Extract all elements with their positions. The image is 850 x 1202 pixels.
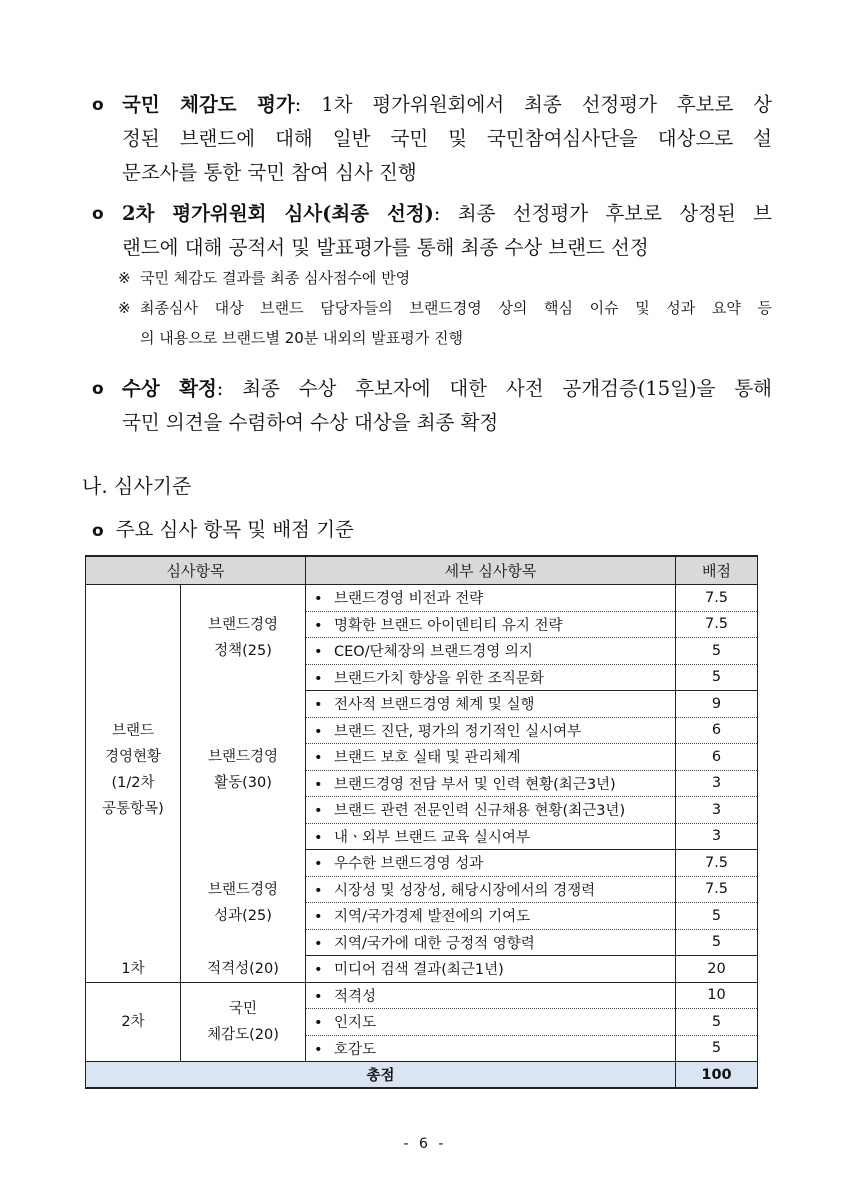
bullet-mark: • <box>314 723 323 740</box>
section-title: 나. 심사기준 <box>82 474 192 498</box>
detail-item-text: 브랜드 진단, 평가의 정기적인 실시여부 <box>334 723 582 740</box>
detail-item <box>306 982 676 1009</box>
detail-item-text: 브랜드경영 비전과 전략 <box>334 591 484 608</box>
detail-item <box>306 770 676 797</box>
sub-title-text: 주요 심사 항목 및 배점 기준 <box>115 518 354 541</box>
header-score: 배점 <box>676 556 758 585</box>
table-row <box>86 585 758 612</box>
header-detail: 세부 심사항목 <box>306 556 676 585</box>
table-row <box>86 850 758 877</box>
total-row <box>86 1062 758 1089</box>
score-cell: 7.5 <box>676 876 758 903</box>
detail-item-text: 지역/국가에 대한 긍정적 영향력 <box>334 935 535 952</box>
paragraph-text: 랜드에 대해 공적서 및 발표평가를 통해 최종 수상 브랜드 선정 <box>122 236 649 259</box>
group-label-text: 브랜드경영 활동(30) <box>207 749 279 791</box>
bullet-mark: o <box>92 204 104 224</box>
detail-item <box>306 903 676 930</box>
group-label-text: 국민 체감도(20) <box>207 1000 279 1043</box>
paragraph-second-committee <box>92 197 772 265</box>
detail-item-text: 전사적 브랜드경영 체계 및 실행 <box>334 697 535 714</box>
note-text: 국민 체감도 결과를 최종 심사점수에 반영 <box>140 269 411 287</box>
bullet-mark: • <box>314 1041 323 1058</box>
table-row <box>86 956 758 983</box>
total-score: 100 <box>676 1062 758 1089</box>
group-label <box>181 982 306 1062</box>
detail-item-text: 적격성 <box>334 988 377 1005</box>
table-row <box>86 982 758 1009</box>
bullet-mark: • <box>314 670 323 687</box>
group-label: 적격성(20) <box>181 956 306 983</box>
bullet-mark: • <box>314 856 323 873</box>
paragraph-heading: 수상 확정 <box>122 377 217 400</box>
score-cell: 6 <box>676 717 758 744</box>
bullet-mark: o <box>92 379 104 399</box>
detail-item <box>306 1035 676 1062</box>
detail-item <box>306 664 676 691</box>
score-cell: 10 <box>676 982 758 1009</box>
category-label-text: 브랜드 경영현황 (1/2차 공통항목) <box>102 723 164 818</box>
note-text: 의 내용으로 브랜드별 20분 내외의 발표평가 진행 <box>140 329 464 347</box>
paragraph-text: 국민 의견을 수렴하여 수상 대상을 최종 확정 <box>122 411 499 434</box>
bullet-mark: • <box>314 617 323 634</box>
total-label: 총점 <box>86 1062 676 1089</box>
score-cell: 5 <box>676 903 758 930</box>
detail-item-text: 브랜드 보호 실태 및 관리체계 <box>334 750 521 767</box>
score-cell: 3 <box>676 823 758 850</box>
group-label-text: 브랜드경영 정책(25) <box>207 616 279 659</box>
paragraph-text: 정된 브랜드에 대해 일반 국민 및 국민참여심사단을 대상으로 설 <box>122 127 772 150</box>
category-label <box>86 585 181 956</box>
category-label <box>86 982 181 1062</box>
group-label <box>181 585 306 691</box>
detail-item <box>306 956 676 983</box>
bullet-mark: • <box>314 591 323 608</box>
detail-item-text: 미디어 검색 결과(최근1년) <box>334 962 504 979</box>
page-number: - 6 - <box>403 1136 447 1152</box>
detail-item <box>306 744 676 771</box>
category-label-text: 2차 <box>121 1013 145 1030</box>
detail-item-text: 우수한 브랜드경영 성과 <box>334 856 484 873</box>
bullet-mark: • <box>314 909 323 926</box>
bullet-mark: • <box>314 935 323 952</box>
table-header-row <box>86 556 758 585</box>
detail-item-text: 명확한 브랜드 아이덴티티 유지 전략 <box>334 617 563 634</box>
detail-item-text: 브랜드가치 향상을 위한 조직문화 <box>334 670 544 687</box>
paragraph-text: : 최종 선정평가 후보로 상정된 브 <box>433 202 772 225</box>
detail-item <box>306 717 676 744</box>
detail-item-text: 인지도 <box>334 1015 377 1032</box>
detail-item <box>306 797 676 824</box>
bullet-mark: • <box>314 750 323 767</box>
score-cell: 5 <box>676 929 758 956</box>
detail-item <box>306 691 676 718</box>
detail-item-text: 브랜드 관련 전문인력 신규채용 현황(최근3년) <box>334 803 626 820</box>
bullet-mark: • <box>314 644 323 661</box>
reference-mark: ※ <box>118 299 131 317</box>
paragraph-heading: 2차 평가위원회 심사(최종 선정) <box>122 202 434 225</box>
detail-item <box>306 850 676 877</box>
score-cell: 7.5 <box>676 850 758 877</box>
detail-item <box>306 611 676 638</box>
score-cell: 5 <box>676 1009 758 1036</box>
bullet-mark: • <box>314 697 323 714</box>
detail-item-text: 시장성 및 성장성, 해당시장에서의 경쟁력 <box>334 882 596 899</box>
sub-title <box>92 514 354 542</box>
note-2 <box>118 293 772 353</box>
score-cell: 3 <box>676 770 758 797</box>
bullet-mark: • <box>314 988 323 1005</box>
detail-item <box>306 823 676 850</box>
bullet-mark: • <box>314 962 323 979</box>
detail-item-text: 지역/국가경제 발전에의 기여도 <box>334 909 531 926</box>
paragraph-text: 문조사를 통한 국민 참여 심사 진행 <box>122 161 417 184</box>
paragraph-national-evaluation <box>92 88 772 190</box>
group-label <box>181 691 306 850</box>
paragraph-text: : 1차 평가위원회에서 최종 선정평가 후보로 상 <box>294 93 773 116</box>
detail-item <box>306 1009 676 1036</box>
score-cell: 3 <box>676 797 758 824</box>
reference-mark: ※ <box>118 269 131 287</box>
header-category: 심사항목 <box>86 556 306 585</box>
group-label-text: 브랜드경영 성과(25) <box>207 881 279 924</box>
bullet-mark: o <box>92 521 104 541</box>
detail-item-text: 내ㆍ외부 브랜드 교육 실시여부 <box>334 829 530 846</box>
paragraph-award-confirmation <box>92 372 772 440</box>
bullet-mark: • <box>314 1015 323 1032</box>
score-cell: 5 <box>676 664 758 691</box>
score-cell: 7.5 <box>676 611 758 638</box>
score-cell: 6 <box>676 744 758 771</box>
paragraph-heading: 국민 체감도 평가 <box>122 93 295 116</box>
detail-item-text: CEO/단체장의 브랜드경영 의지 <box>334 644 533 661</box>
category-label: 1차 <box>86 956 181 983</box>
note-1 <box>118 263 772 293</box>
group-label <box>181 850 306 956</box>
score-cell: 7.5 <box>676 585 758 612</box>
paragraph-text: : 최종 수상 후보자에 대한 사전 공개검증(15일)을 통해 <box>216 377 772 400</box>
note-text: 최종심사 대상 브랜드 담당자들의 브랜드경영 상의 핵심 이슈 및 성과 요약 등 <box>140 299 772 317</box>
detail-item <box>306 585 676 612</box>
score-cell: 5 <box>676 638 758 665</box>
criteria-table <box>85 555 758 1089</box>
score-cell: 20 <box>676 956 758 983</box>
bullet-mark: • <box>314 882 323 899</box>
detail-item-text: 호감도 <box>334 1041 377 1058</box>
bullet-mark: • <box>314 803 323 820</box>
score-cell: 5 <box>676 1035 758 1062</box>
score-cell: 9 <box>676 691 758 718</box>
detail-item <box>306 929 676 956</box>
bullet-mark: • <box>314 776 323 793</box>
table-row <box>86 691 758 718</box>
bullet-mark: • <box>314 829 323 846</box>
detail-item <box>306 638 676 665</box>
bullet-mark: o <box>92 95 104 115</box>
detail-item <box>306 876 676 903</box>
detail-item-text: 브랜드경영 전담 부서 및 인력 현황(최근3년) <box>334 776 616 793</box>
